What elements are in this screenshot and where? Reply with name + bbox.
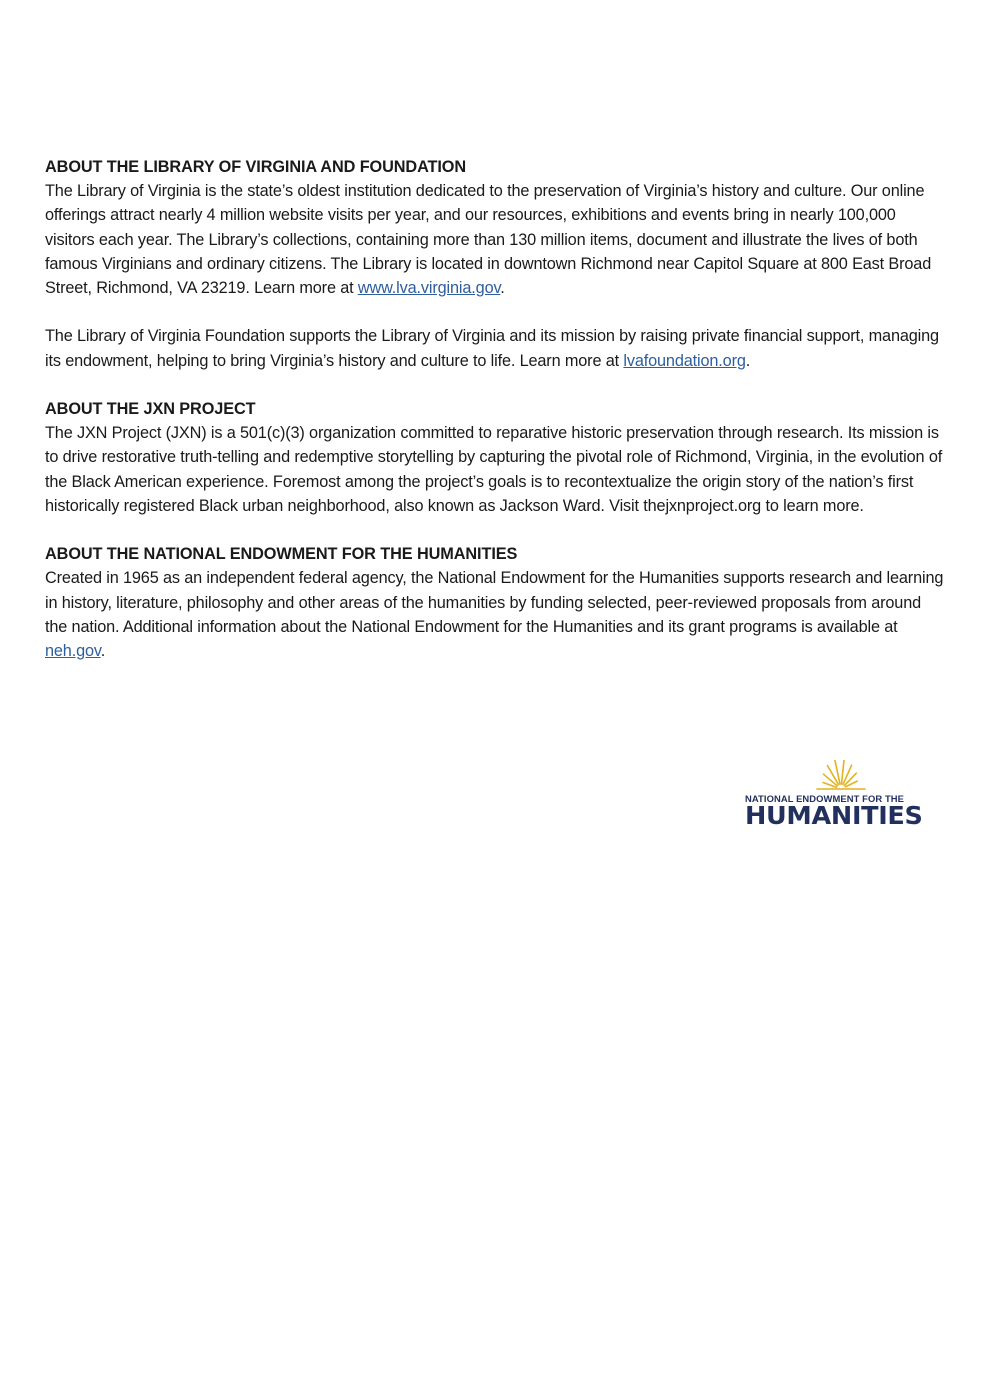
sunburst-icon [805, 760, 877, 790]
press-release-boilerplate [45, 155, 945, 663]
section-paragraph: The JXN Project (JXN) is a 501(c)(3) organization committed to reparative historic preservation through research. Its mission is to drive restorative truth-telling and redemptive storytelling by capturing the pivotal role of Richmond, Virginia, in the evolution of the Black American experience. Foremost among the project’s goals is to recontextualize the origin story of the nation’s first historically registered Black urban neighborhood, also known as Jackson Ward. Visit thejxnproject.org to learn more. [45, 424, 943, 515]
section-paragraph [45, 566, 945, 663]
logo-wordmark: HUMANITIES [745, 801, 923, 830]
paragraph-text: The Library of Virginia Foundation supports the Library of Virginia and its mission by raising private financial support, managing its endowment, helping to bring Virginia’s history and culture to life. Learn more at [45, 327, 939, 370]
lva-website-link[interactable]: www.lva.virginia.gov [357, 279, 501, 298]
section-library-of-virginia [45, 155, 945, 373]
section-jxn-project [45, 397, 945, 518]
neh-logo [745, 760, 940, 832]
paragraph-end: . [745, 351, 751, 370]
paragraph-text: Created in 1965 as an independent federal agency, the National Endowment for the Humanities supports research and learning in history, literature, philosophy and other areas of the humanities by funding selected, peer-reviewed proposals from around the nation. Additional information about the National Endowment for the Humanities and its grant programs is available at [45, 569, 944, 636]
section-heading: ABOUT THE NATIONAL ENDOWMENT FOR THE HUMANITIES [45, 545, 518, 564]
paragraph-end: . [500, 279, 505, 298]
section-neh [45, 542, 945, 663]
paragraph-text: The Library of Virginia is the state’s oldest institution dedicated to the preservation of Virginia’s history and culture. Our online offerings attract nearly 4 million website visits per year, and our resources, exhibitions and events bring in nearly 100,000 visitors each year. The Library’s collections, containing more than 130 million items, document and illustrate the lives of both famous Virginians and ordinary citizens. The Library is located in downtown Richmond near Capitol Square at 800 East Broad Street, Richmond, VA 23219. Learn more at [45, 182, 932, 298]
paragraph-end: . [100, 642, 106, 661]
section-paragraph [45, 324, 945, 372]
section-heading: ABOUT THE JXN PROJECT [45, 400, 256, 418]
section-heading: ABOUT THE LIBRARY OF VIRGINIA AND FOUNDATION [45, 158, 467, 176]
lva-foundation-link[interactable]: lvafoundation.org [623, 351, 746, 370]
section-paragraph [45, 179, 945, 300]
sunburst-ray [842, 760, 845, 784]
neh-website-link[interactable]: neh.gov [45, 642, 101, 661]
logo-top-line: NATIONAL ENDOWMENT FOR THE [745, 793, 905, 804]
